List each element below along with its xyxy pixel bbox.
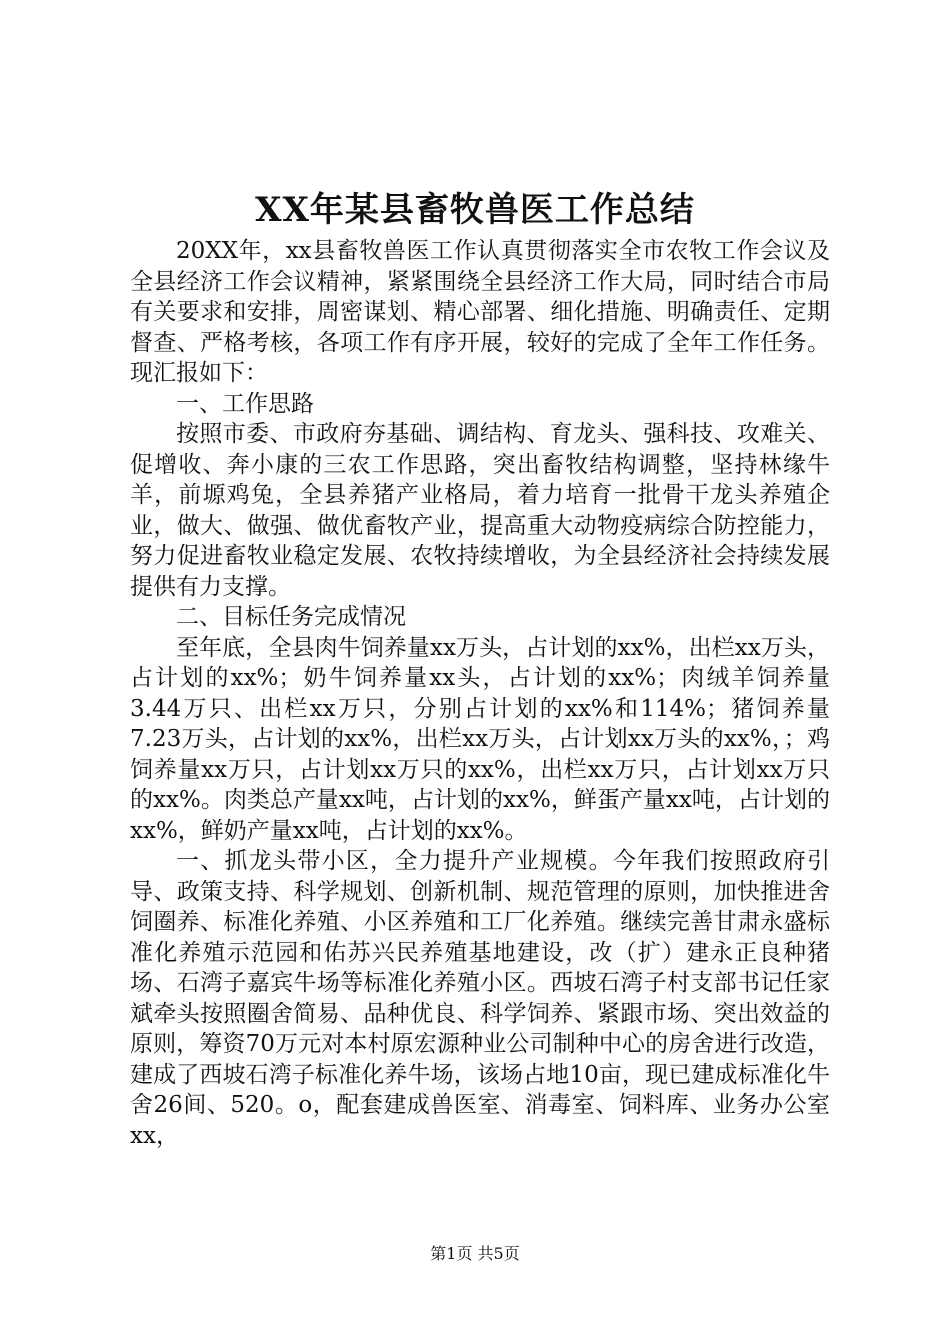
document-body bbox=[130, 236, 830, 1151]
paragraph-targets: 至年底，全县肉牛饲养量xx万头，占计划的xx%，出栏xx万头，占计划的xx%；奶牛饲养量xx头，占计划的xx%；肉绒羊饲养量3.44万只、出栏xx万只，分别占计划的xx%和114%；猪饲养量7.23万头，占计划的xx%，出栏xx万头，占计划xx万头的xx%，；鸡饲养量xx万只，占计划xx万只的xx%，出栏xx万只，占计划xx万只的xx%。肉类总产量xx吨，占计划的xx%，鲜蛋产量xx吨，占计划的xx%，鲜奶产量xx吨，占计划的xx%。 bbox=[130, 634, 830, 844]
paragraph-work-approach: 按照市委、市政府夯基础、调结构、育龙头、强科技、攻难关、促增收、奔小康的三农工作思路，突出畜牧结构调整，坚持林缘牛羊，前塬鸡兔，全县养猪产业格局，着力培育一批骨干龙头养殖企业，做大、做强、做优畜牧产业，提高重大动物疫病综合防控能力，努力促进畜牧业稳定发展、农牧持续增收，为全县经济社会持续发展提供有力支撑。 bbox=[130, 421, 830, 600]
paragraph-leading-enterprises: 一、抓龙头带小区，全力提升产业规模。今年我们按照政府引导、政策支持、科学规划、创新机制、规范管理的原则，加快推进舍饲圈养、标准化养殖、小区养殖和工厂化养殖。继续完善甘肃永盛标准化养殖示范园和佑苏兴民养殖基地建设，改（扩）建永正良种猪场、石湾子嘉宾牛场等标准化养殖小区。西坡石湾子村支部书记任家斌牵头按照圈舍简易、品种优良、科学饲养、紧跟市场、突出效益的原则，筹资70万元对本村原宏源种业公司制种中心的房舍进行改造，建成了西坡石湾子标准化养牛场，该场占地10亩，现已建成标准化牛舍26间、520。o，配套建成兽医室、消毒室、饲料库、业务办公室xx， bbox=[130, 848, 830, 1149]
section-heading-targets: 二、目标任务完成情况 bbox=[176, 604, 406, 630]
page-footer: 第1页 共5页 bbox=[430, 1244, 520, 1263]
document-title: XX年某县畜牧兽医工作总结 bbox=[255, 190, 695, 230]
section-heading-work-approach: 一、工作思路 bbox=[176, 390, 314, 417]
paragraph-intro: 20XX年，xx县畜牧兽医工作认真贯彻落实全市农牧工作会议及全县经济工作会议精神，紧紧围绕全县经济工作大局，同时结合市局有关要求和安排，周密谋划、精心部署、细化措施、明确责任、定期督查、严格考核，各项工作有序开展，较好的完成了全年工作任务。现汇报如下： bbox=[130, 238, 830, 386]
